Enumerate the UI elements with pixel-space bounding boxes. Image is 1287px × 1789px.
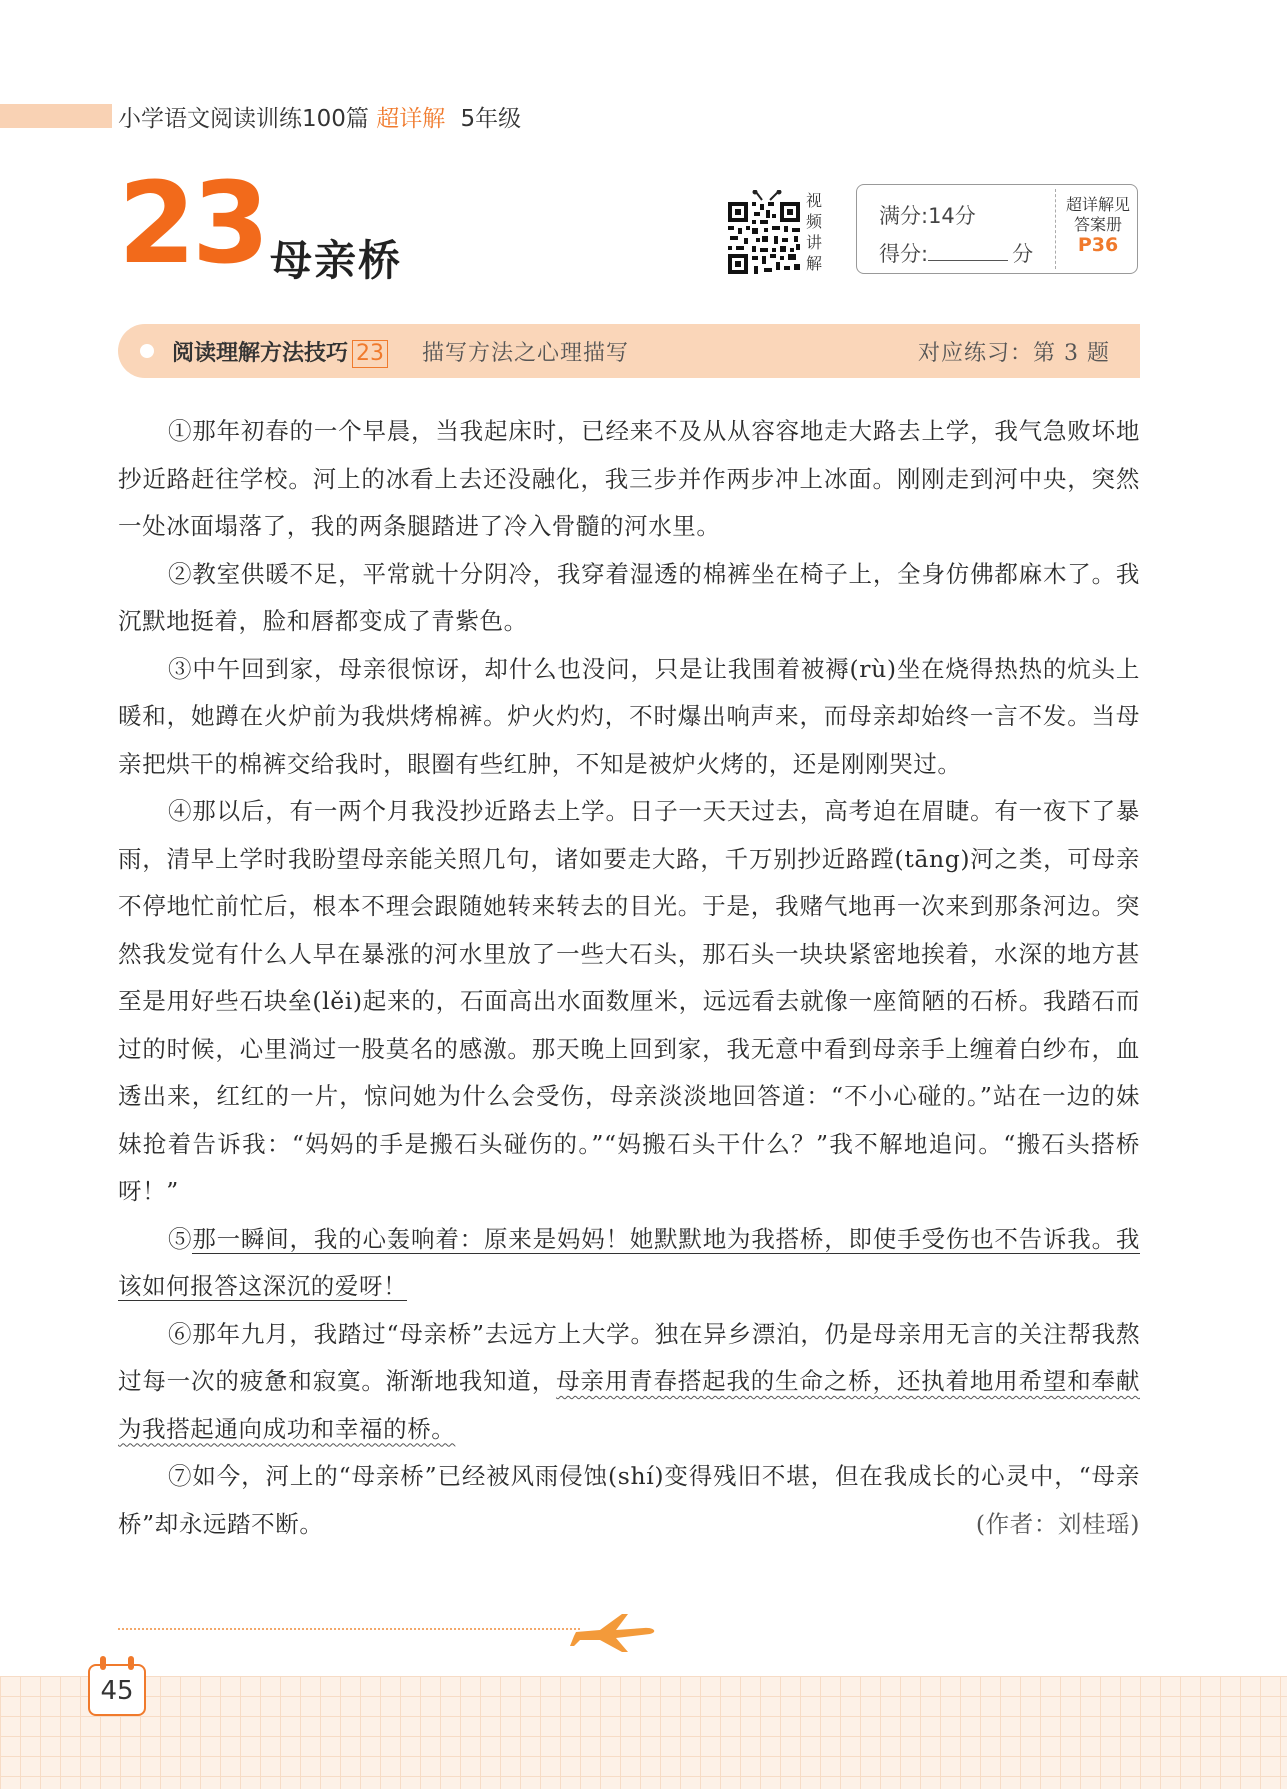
method-banner — [118, 324, 1140, 378]
bullet-dot-icon — [140, 344, 154, 358]
method-topic: 描写方法之心理描写 — [422, 341, 630, 366]
header-accent-bar — [0, 104, 112, 128]
page-number-badge — [88, 1664, 146, 1716]
method-number: 23 — [352, 340, 388, 368]
score-blank[interactable] — [928, 242, 1008, 261]
calendar-ring-icon — [128, 1656, 134, 1670]
page-number: 45 — [100, 1676, 134, 1706]
paragraph-2: ②教室供暖不足，平常就十分阴冷，我穿着湿透的棉裤坐在椅子上，全身仿佛都麻木了。我沉默地挺着，脸和唇都变成了青紫色。 — [118, 559, 1140, 635]
book-accent: 超详解 — [376, 106, 446, 132]
paragraph-5: ⑤那一瞬间，我的心轰响着：原来是妈妈！她默默地为我搭桥，即使手受伤也不告诉我。我该如何报答这深沉的爱呀！ — [118, 1224, 1140, 1300]
answer-page: P36 — [1077, 234, 1119, 256]
article-body — [118, 408, 1140, 1548]
paragraph-6: ⑥那年九月，我踏过“母亲桥”去远方上大学。独在异乡漂泊，仍是母亲用无言的关注帮我熬过每一次的疲惫和寂寞。渐渐地我知道，母亲用青春搭起我的生命之桥，还执着地用希望和奉献为我搭起通向成功和幸福的桥。 — [118, 1319, 1140, 1443]
calendar-ring-icon — [100, 1656, 106, 1670]
dotted-divider — [118, 1628, 580, 1630]
lesson-number: 23 — [118, 159, 266, 289]
score-divider — [1055, 189, 1056, 269]
paragraph-3: ③中午回到家，母亲很惊讶，却什么也没问，只是让我围着被褥(rù)坐在烧得热热的炕头上暖和，她蹲在火炉前为我烘烤棉裤。炉火灼灼，不时爆出响声来，而母亲却始终一言不发。当母亲把烘干的棉裤交给我时，眼圈有些红肿，不知是被炉火烤的，还是刚刚哭过。 — [118, 654, 1140, 778]
method-label: 阅读理解方法技巧 — [172, 341, 349, 366]
score-box — [856, 184, 1138, 274]
qr-code-icon[interactable] — [724, 190, 804, 274]
score-field[interactable]: 得分: 分 — [879, 242, 1034, 266]
qr-video-label: 视 频 讲 解 — [806, 191, 823, 273]
answer-reference: 超详解见 答案册 P36 — [1059, 195, 1137, 255]
grade-label: 5年级 — [460, 106, 522, 132]
underlined-sentence: 那一瞬间，我的心轰响着：原来是妈妈！她默默地为我搭桥，即使手受伤也不告诉我。我该如何报答这深沉的爱呀！ — [118, 1224, 1140, 1300]
author-credit: (作者：刘桂瑶) — [975, 1509, 1140, 1538]
book-header — [118, 100, 521, 133]
practice-reference: 对应练习：第 3 题 — [918, 341, 1110, 366]
paragraph-1: ①那年初春的一个早晨，当我起床时，已经来不及从从容容地走大路去上学，我气急败坏地抄近路赶往学校。河上的冰看上去还没融化，我三步并作两步冲上冰面。刚刚走到河中央，突然一处冰面塌落了，我的两条腿踏进了冷入骨髓的河水里。 — [118, 417, 1140, 540]
wavy-underlined-sentence: 母亲用青春搭起我的生命之桥，还执着地用希望和奉献为我搭起通向成功和幸福的桥。 — [118, 1367, 1140, 1443]
full-score: 满分:14分 — [879, 204, 976, 228]
airplane-icon — [570, 1602, 660, 1654]
lesson-title: 母亲桥 — [270, 236, 403, 285]
paragraph-4: ④那以后，有一两个月我没抄近路去上学。日子一天天过去，高考迫在眉睫。有一夜下了暴雨，清早上学时我盼望母亲能关照几句，诸如要走大路，千万别抄近路蹚(tāng)河之类，可母亲不停地忙前忙后，根本不理会跟随她转来转去的目光。于是，我赌气地再一次来到那条河边。突然我发觉有什么人早在暴涨的河水里放了一些大石头，那石头一块块紧密地挨着，水深的地方甚至是用好些石块垒(lěi)起来的，石面高出水面数厘米，远远看去就像一座简陋的石桥。我踏石而过的时候，心里淌过一股莫名的感激。那天晚上回到家，我无意中看到母亲手上缠着白纱布，血透出来，红红的一片，惊问她为什么会受伤，母亲淡淡地回答道：“不小心碰的。”站在一边的妹妹抢着告诉我：“妈妈的手是搬石头碰伤的。”“妈搬石头干什么？”我不解地追问。“搬石头搭桥呀！” — [118, 797, 1140, 1205]
grid-footer — [0, 1676, 1287, 1789]
book-title: 小学语文阅读训练100篇 — [118, 106, 369, 132]
paragraph-7: ⑦如今，河上的“母亲桥”已经被风雨侵蚀(shí)变得残旧不堪，但在我成长的心灵中，“母亲桥”却永远踏不断。 (作者：刘桂瑶) — [118, 1453, 1140, 1548]
